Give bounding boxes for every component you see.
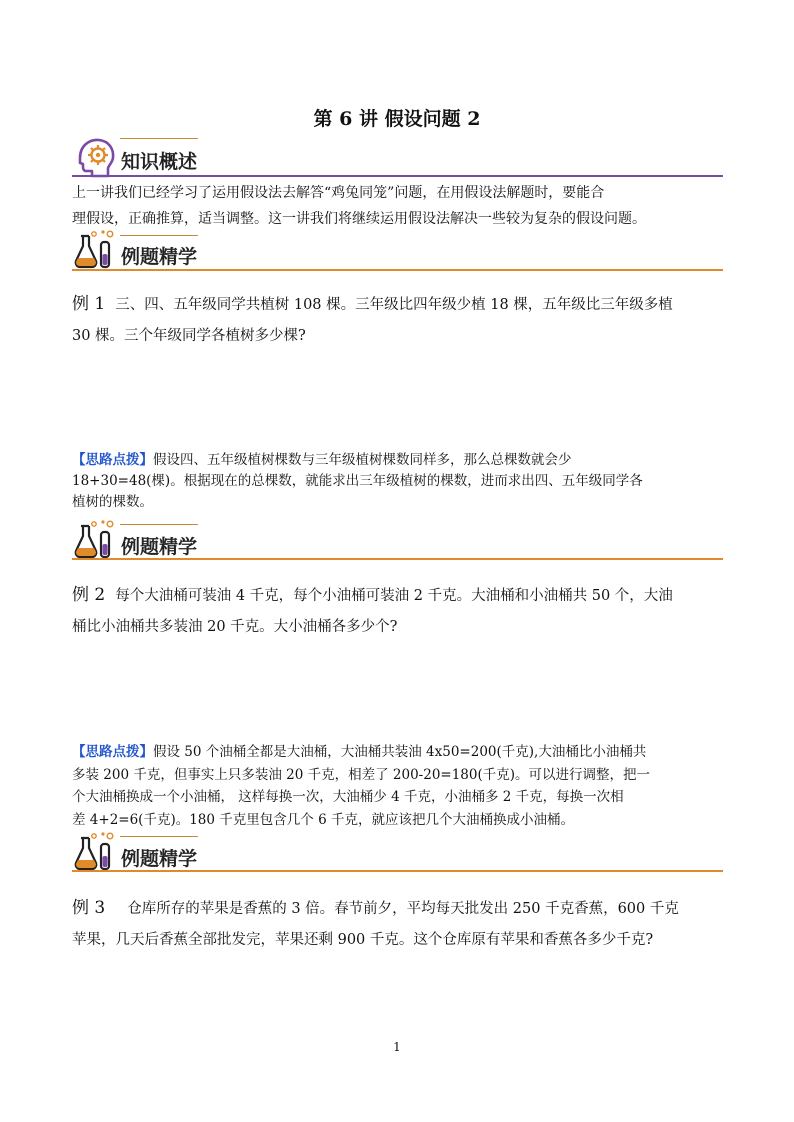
example-1-question [72, 289, 732, 352]
intro-line-2: 理假设，正确推算，适当调整。这一讲我们将继续运用假设法解决一些较为复杂的假设问题。 [72, 211, 646, 227]
section-divider [72, 558, 723, 560]
section-title-knowledge: 知识概述 [121, 151, 198, 173]
section-divider [72, 269, 723, 271]
section-accent-line [120, 524, 198, 525]
section-accent-line [120, 235, 198, 236]
hint-line-1: 假设 50 个油桶全都是大油桶，大油桶共装油 4x50=200(千克),大油桶比小油桶共 [153, 744, 647, 760]
section-title-example: 例题精学 [121, 246, 198, 268]
example-3-line-2: 苹果，几天后香蕉全部批发完，苹果还剩 900 千克。这个仓库原有苹果和香蕉各多少千克? [72, 932, 654, 948]
hint-line-4: 差 4+2=6(千克)。180 千克里包含几个 6 千克，就应该把几个大油桶换成小油桶。 [72, 811, 574, 828]
example-2-question [72, 580, 732, 643]
example-label: 例 1 [72, 294, 106, 314]
example-3-line-1: 仓库所存的苹果是香蕉的 3 倍。春节前夕，平均每天批发出 250 千克香蕉，600 千克 [127, 901, 679, 917]
hint-line-3: 植树的棵数。 [72, 494, 153, 510]
example-2-line-1: 每个大油桶可装油 4 千克，每个小油桶可装油 2 千克。大油桶和小油桶共 50 个，大油 [115, 588, 673, 604]
example-3-question [72, 893, 732, 956]
hint-tag: 【思路点拨】 [72, 744, 153, 760]
example-label: 例 2 [72, 585, 106, 605]
page-number: 1 [393, 1040, 401, 1054]
section-divider [72, 870, 723, 872]
intro-line-1: 上一讲我们已经学习了运用假设法去解答“鸡兔同笼”问题，在用假设法解题时，要能合 [72, 185, 605, 201]
page-title: 第 6 讲 假设问题 2 [313, 108, 481, 130]
example-2-hint [72, 741, 732, 831]
section-divider [72, 175, 723, 177]
example-2-line-2: 桶比小油桶共多装油 20 千克。大小油桶各多少个? [72, 619, 398, 635]
hint-line-2: 18+30=48(棵)。根据现在的总棵数，就能求出三年级植树的棵数，进而求出四、五年级同学各 [72, 473, 643, 489]
head-gear-icon [72, 134, 118, 180]
intro-paragraph [72, 180, 732, 232]
example-1-line-2: 30 棵。三个年级同学各植树多少棵? [72, 328, 306, 344]
hint-line-2: 多装 200 千克，但事实上只多装油 20 千克，相差了 200-20=180(千克)。可以进行调整，把一 [72, 766, 651, 783]
example-label: 例 3 [72, 898, 106, 918]
lab-flask-icon [72, 228, 118, 274]
section-title-example: 例题精学 [121, 848, 198, 870]
hint-line-1: 假设四、五年级植树棵数与三年级植树棵数同样多，那么总棵数就会少 [153, 452, 572, 468]
hint-line-3: 个大油桶换成一个小油桶， 这样每换一次，大油桶少 4 千克，小油桶多 2 千克，每换一次相 [72, 789, 624, 805]
section-title-example: 例题精学 [121, 536, 198, 558]
section-accent-line [120, 836, 198, 837]
example-1-hint [72, 450, 732, 513]
example-1-line-1: 三、四、五年级同学共植树 108 棵。三年级比四年级少植 18 棵，五年级比三年级多植 [115, 297, 673, 313]
hint-tag: 【思路点拨】 [72, 452, 153, 468]
section-accent-line [120, 138, 198, 139]
